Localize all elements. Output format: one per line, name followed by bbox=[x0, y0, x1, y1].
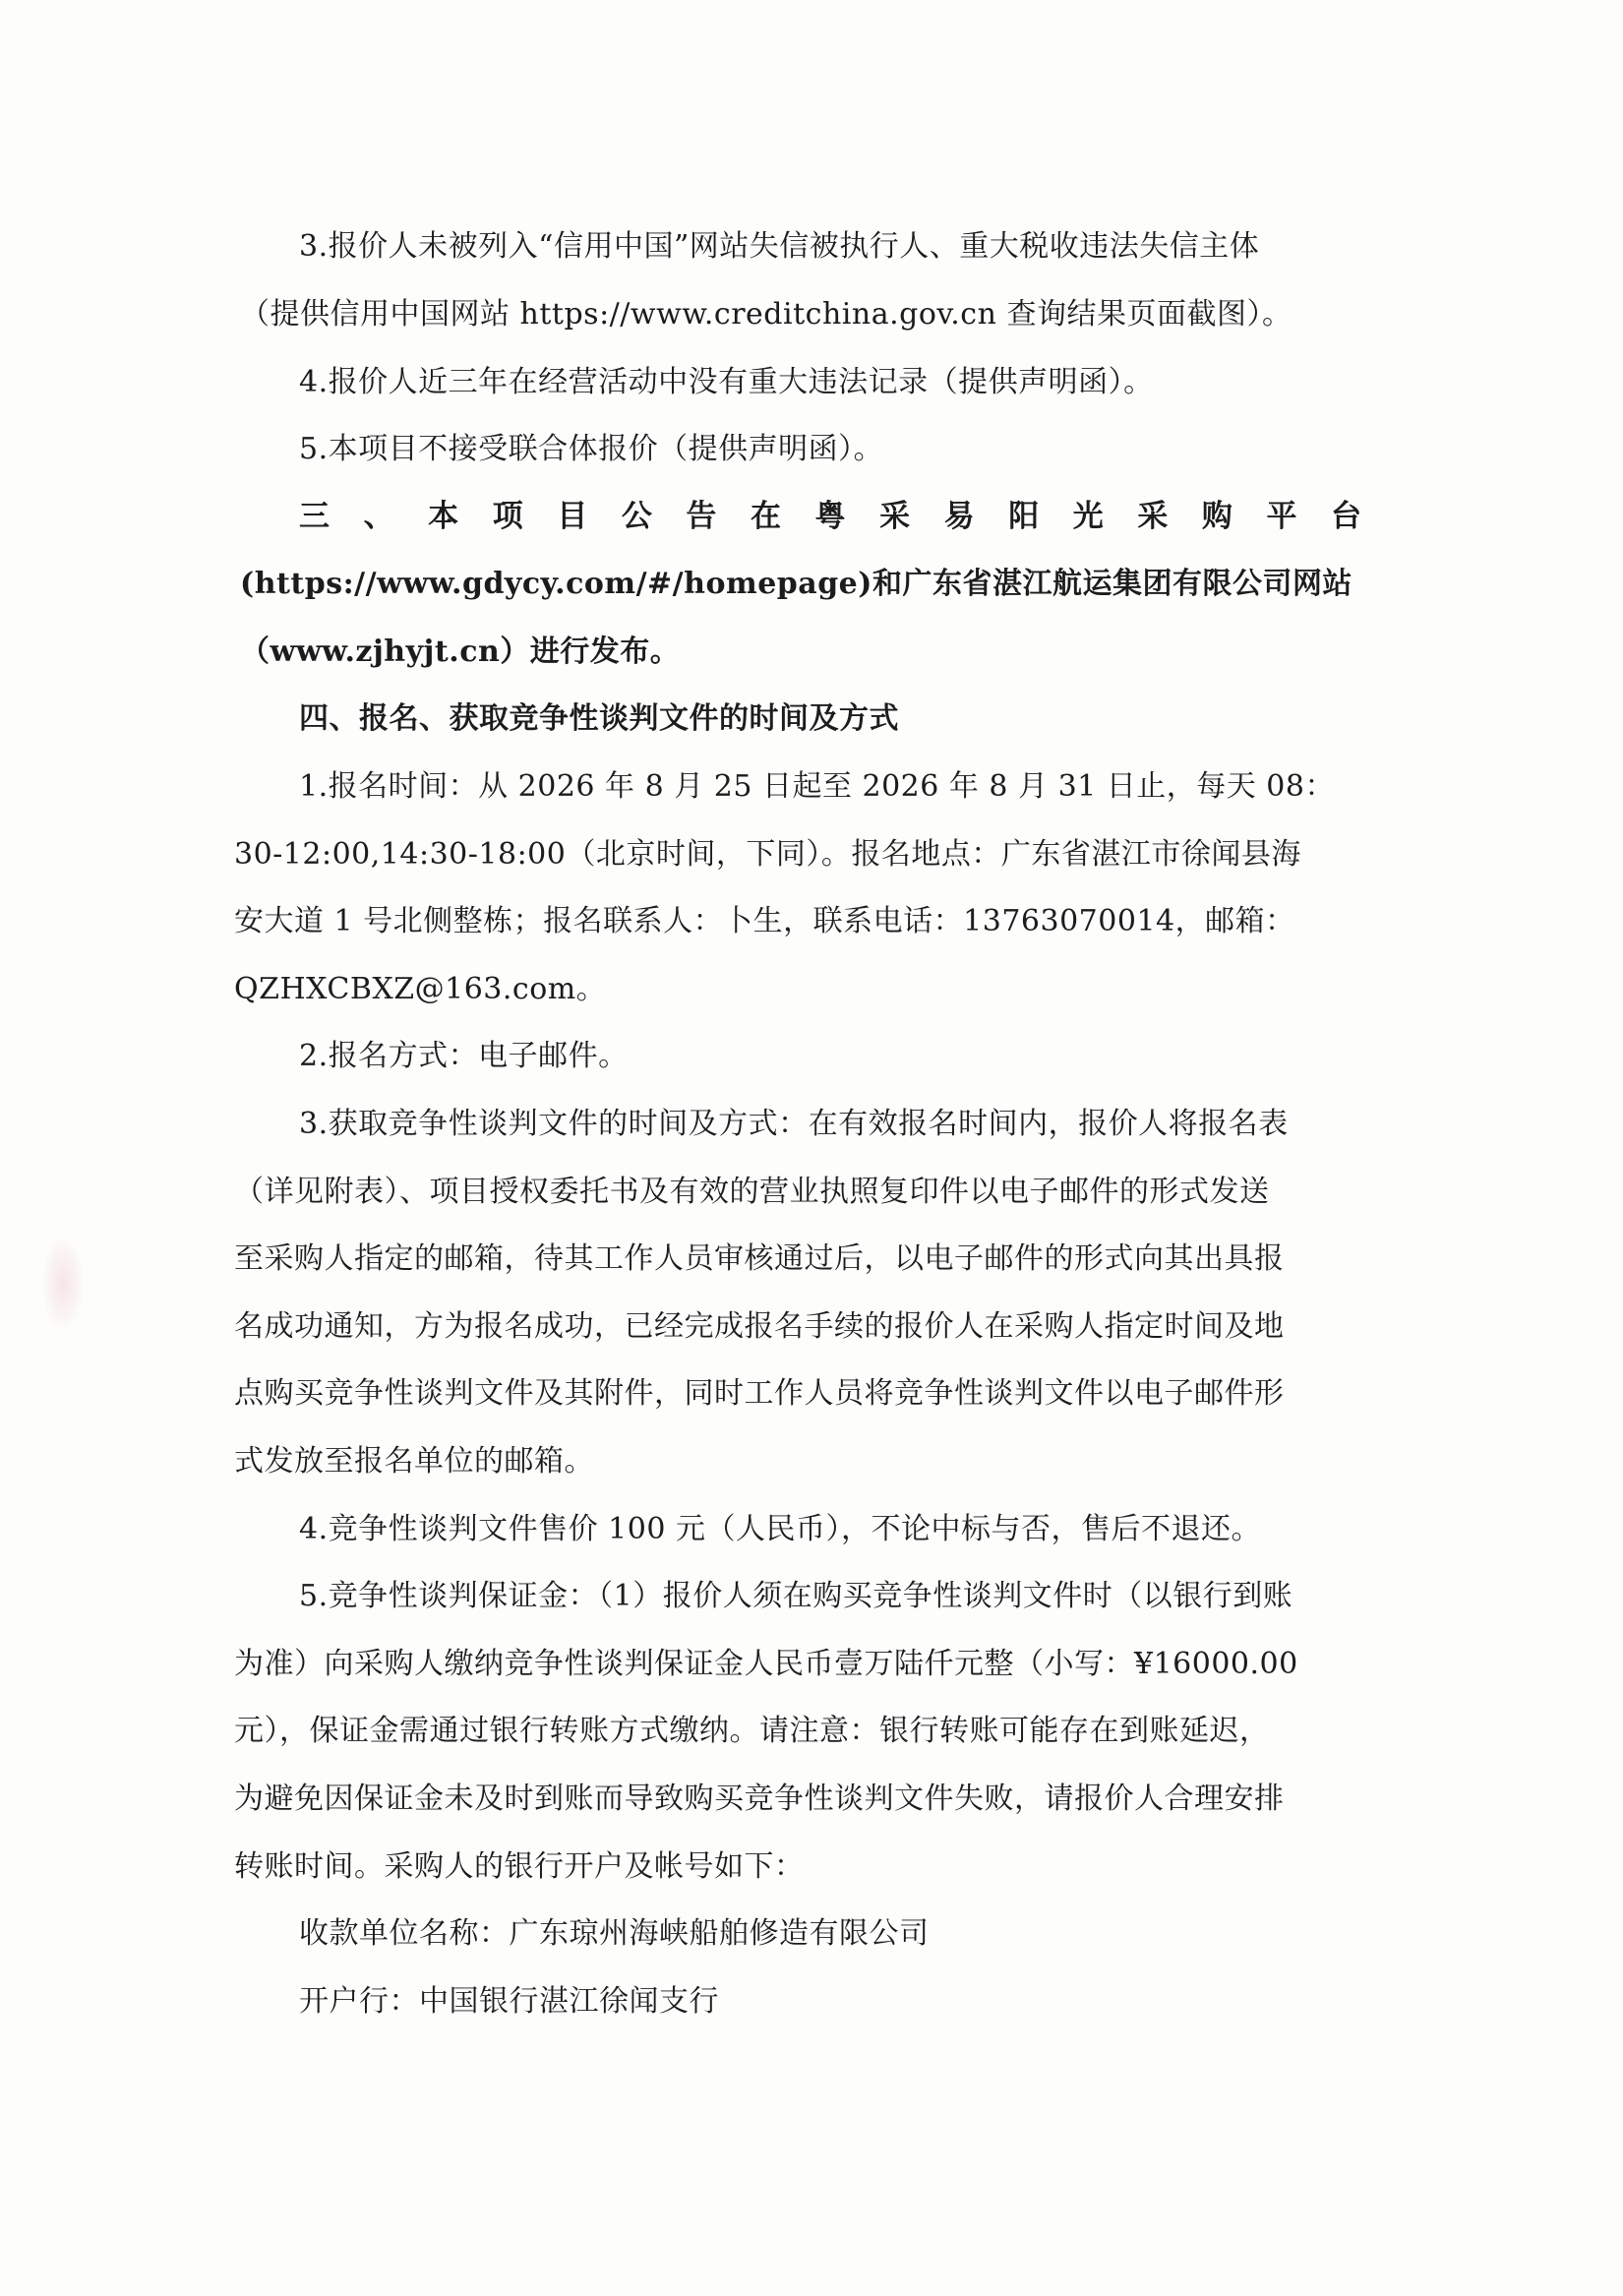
deposit-line-1: 5.竞争性谈判保证金：（1）报价人须在购买竞争性谈判文件时（以银行到账 bbox=[299, 1579, 1293, 1613]
section-3-char: 阳 bbox=[1008, 499, 1040, 534]
obtain-docs-line-4: 名成功通知，方为报名成功，已经完成报名手续的报价人在采购人指定时间及地 bbox=[234, 1309, 1285, 1344]
section-3-heading-line-3: （www.zjhyjt.cn）进行发布。 bbox=[240, 634, 681, 669]
registration-method: 2.报名方式：电子邮件。 bbox=[299, 1039, 629, 1073]
registration-time-line-1: 1.报名时间：从 2026 年 8 月 25 日起至 2026 年 8 月 31 日止，每天 08： bbox=[299, 769, 1335, 804]
obtain-docs-line-1: 3.获取竞争性谈判文件的时间及方式：在有效报名时间内，报价人将报名表 bbox=[299, 1107, 1289, 1141]
section-3-char: 粤 bbox=[814, 499, 846, 534]
section-3-char: 采 bbox=[879, 499, 911, 534]
requirement-4: 4.报价人近三年在经营活动中没有重大违法记录（提供声明函）。 bbox=[299, 365, 1154, 399]
obtain-docs-line-3: 至采购人指定的邮箱，待其工作人员审核通过后，以电子邮件的形式向其出具报 bbox=[234, 1241, 1285, 1276]
section-3-char: 购 bbox=[1201, 499, 1232, 534]
section-3-heading-line-1 bbox=[299, 497, 1361, 536]
section-3-char: 公 bbox=[621, 499, 652, 534]
section-3-char: 在 bbox=[750, 499, 781, 534]
registration-time-line-4: QZHXCBXZ@163.com。 bbox=[234, 972, 607, 1006]
section-3-char: 平 bbox=[1266, 499, 1297, 534]
obtain-docs-line-6: 式发放至报名单位的邮箱。 bbox=[234, 1444, 594, 1479]
deposit-line-3: 元），保证金需通过银行转账方式缴纳。请注意：银行转账可能存在到账延迟， bbox=[234, 1714, 1270, 1748]
deposit-line-5: 转账时间。采购人的银行开户及帐号如下： bbox=[234, 1849, 805, 1884]
section-3-char: 三 bbox=[299, 499, 330, 534]
registration-time-line-3: 安大道 1 号北侧整栋；报名联系人：卜生，联系电话：13763070014，邮箱： bbox=[234, 904, 1295, 938]
deposit-line-4: 为避免因保证金未及时到账而导致购买竞争性谈判文件失败，请报价人合理安排 bbox=[234, 1782, 1285, 1816]
obtain-docs-line-5: 点购买竞争性谈判文件及其附件，同时工作人员将竞争性谈判文件以电子邮件形 bbox=[234, 1376, 1285, 1411]
section-3-char: 告 bbox=[686, 499, 717, 534]
section-3-char: 光 bbox=[1072, 499, 1104, 534]
section-3-char: 易 bbox=[943, 499, 975, 534]
section-3-char: 本 bbox=[428, 499, 459, 534]
section-3-char: 台 bbox=[1331, 499, 1361, 534]
section-3-heading-line-2: (https://www.gdycy.com/#/homepage)和广东省湛江航运集团有限公司网站 bbox=[240, 567, 1352, 601]
stamp-bleed-mark bbox=[43, 1239, 83, 1328]
payee-name: 收款单位名称：广东琼州海峡船舶修造有限公司 bbox=[299, 1916, 930, 1951]
section-3-char: 、 bbox=[363, 499, 394, 534]
registration-time-line-2: 30-12:00,14:30-18:00（北京时间，下同）。报名地点：广东省湛江市徐闻县海 bbox=[234, 837, 1301, 872]
requirement-5: 5.本项目不接受联合体报价（提供声明函）。 bbox=[299, 432, 884, 466]
section-3-char: 项 bbox=[492, 499, 523, 534]
requirement-3-line-2: （提供信用中国网站 https://www.creditchina.gov.cn 查询结果页面截图）。 bbox=[240, 297, 1292, 332]
section-3-char: 目 bbox=[557, 499, 588, 534]
deposit-line-2: 为准）向采购人缴纳竞争性谈判保证金人民币壹万陆仟元整（小写：¥16000.00 bbox=[234, 1647, 1298, 1681]
section-4-heading: 四、报名、获取竞争性谈判文件的时间及方式 bbox=[299, 701, 899, 736]
bank-name: 开户行：中国银行湛江徐闻支行 bbox=[299, 1984, 719, 2019]
requirement-3-line-1: 3.报价人未被列入“信用中国”网站失信被执行人、重大税收违法失信主体 bbox=[299, 229, 1260, 264]
obtain-docs-line-2: （详见附表）、项目授权委托书及有效的营业执照复印件以电子邮件的形式发送 bbox=[234, 1175, 1270, 1209]
section-3-char: 采 bbox=[1137, 499, 1169, 534]
document-price: 4.竞争性谈判文件售价 100 元（人民币），不论中标与否，售后不退还。 bbox=[299, 1512, 1261, 1546]
